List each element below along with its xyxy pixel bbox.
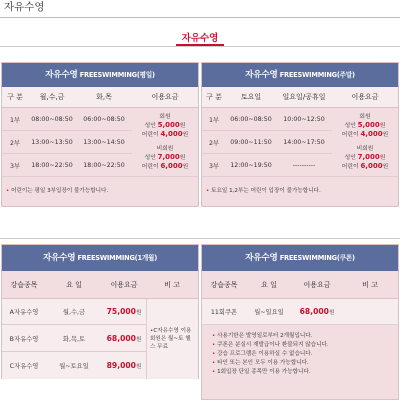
note-text: 토요일 1,2부는 어린이 입장이 불가능합니다. [211, 188, 321, 194]
fee-unit: 원 [179, 155, 186, 161]
fee-value: 6,000 [360, 162, 383, 170]
fee-cell [132, 108, 198, 176]
fee-value: 4,000 [160, 130, 183, 138]
fee-sub-label: 어린이 [341, 164, 359, 170]
table-row [2, 352, 146, 379]
divider [0, 46, 400, 47]
part-cell: 3부 [9, 163, 21, 170]
weekday-table-header [2, 87, 198, 108]
price-unit: 원 [135, 336, 142, 343]
course-cell: B자유수영 [9, 335, 39, 343]
day-cell: 월~토요일 [59, 363, 89, 370]
price-unit: 원 [135, 364, 142, 370]
note-text: 강습 프로그램은 이용하실 수 없습니다. [217, 351, 313, 357]
coupon-panel-header [202, 245, 398, 271]
note-text: 어린이는 평일 3부입장이 불가능합니다. [11, 188, 109, 194]
weekend-table-header [202, 87, 398, 108]
weekend-panel [201, 62, 399, 207]
col-header: 요 일 [261, 280, 277, 289]
price-value: 89,000 [106, 361, 136, 370]
time-cell: 18:00~22:50 [83, 162, 125, 169]
time-cell: 12:00~19:50 [230, 162, 272, 169]
time-cell: ---------- [292, 162, 316, 169]
weekday-header-sub: FREESWIMMING(평일) [77, 71, 155, 79]
price-unit: 원 [135, 310, 142, 316]
course-cell: C자유수영 [9, 363, 39, 370]
col-header: 구 분 [206, 93, 222, 101]
table-row [202, 131, 332, 154]
col-header: 월,수,금 [39, 93, 65, 101]
col-header: 강습종목 [210, 280, 238, 289]
time-cell: 06:00~08:50 [83, 115, 125, 123]
divider [0, 17, 400, 18]
fee-unit: 원 [182, 164, 189, 170]
price-value: 75,000 [106, 307, 136, 316]
fee-sub-label: 성인 [344, 123, 356, 129]
table-row [202, 154, 332, 177]
note-text: 타인 또는 본인 모두 이용 가능합니다. [217, 360, 309, 366]
course-cell: 11회쿠폰 [210, 309, 238, 316]
coupon-header-sub: FREESWIMMING(쿠폰) [277, 254, 355, 262]
fee-label: 비회원 [356, 146, 374, 152]
part-cell: 2부 [208, 139, 220, 147]
price-unit: 원 [328, 310, 335, 316]
fee-value: 7,000 [357, 153, 380, 161]
fee-value: 5,000 [157, 121, 180, 129]
note-text: 1회입장 단일 종목만 이용 가능합니다. [217, 369, 311, 375]
day-cell: 화,목,토 [62, 335, 86, 343]
list-item: • 타인 또는 본인 모두 이용 가능합니다. [212, 360, 309, 366]
fee-unit: 원 [379, 123, 386, 129]
fee-value: 5,000 [357, 121, 380, 129]
part-cell: 2부 [9, 139, 21, 147]
course-cell: A자유수영 [9, 309, 39, 316]
fee-unit: 원 [382, 164, 389, 170]
fee-value: 6,000 [160, 162, 183, 170]
page-title: 자유수영 [4, 1, 45, 13]
list-item: • 사용기한은 발영일로부터 2개월입니다. [212, 333, 313, 339]
col-header: 이용요금 [110, 280, 138, 289]
fee-value: 4,000 [360, 130, 383, 138]
member-fee [132, 113, 198, 139]
weekday-panel-header [2, 63, 198, 87]
list-item: • 1회입장 단일 종목만 이용 가능합니다. [212, 369, 311, 375]
fee-sub-label: 성인 [344, 155, 356, 161]
part-cell: 1부 [9, 116, 21, 124]
remark-cell: •C자유수영 이용 회원은 월~토 헬스 무료 [146, 299, 198, 379]
list-item: • 쿠폰은 분실시 재발급이나 환불되지 않습니다. [212, 342, 329, 348]
member-fee [332, 113, 398, 139]
col-header: 이용요금 [303, 280, 331, 289]
fee-sub-label: 성인 [144, 123, 156, 129]
table-row [2, 154, 132, 177]
monthly-header-sub: FREESWIMMING(1개월) [75, 254, 158, 262]
table-row [2, 108, 132, 131]
fee-sub-label: 어린이 [341, 132, 359, 138]
fee-sub-label: 어린이 [141, 132, 159, 138]
note-text: 사용기한은 발영일로부터 2개월입니다. [217, 333, 313, 339]
fee-sub-label: 성인 [144, 155, 156, 161]
monthly-panel [1, 244, 199, 379]
fee-label: 회원 [159, 114, 171, 120]
table-row [2, 131, 132, 154]
coupon-notes [202, 325, 398, 399]
price-value: 68,000 [106, 333, 136, 343]
time-cell: 13:00~14:50 [83, 138, 125, 146]
fee-label: 비회원 [156, 146, 174, 152]
weekend-header-sub: FREESWIMMING(주말) [277, 71, 355, 79]
fee-label: 회원 [359, 114, 371, 120]
weekend-note: • 토요일 1,2부는 어린이 입장이 불가능합니다. [202, 177, 398, 206]
section-subtitle: 자유수영 [181, 33, 219, 44]
price-value: 68,000 [299, 307, 329, 316]
part-cell: 3부 [208, 163, 220, 170]
note-text: 쿠폰은 분실시 재발급이나 환불되지 않습니다. [217, 342, 329, 348]
divider [0, 238, 400, 239]
time-cell: 09:00~11:50 [230, 138, 272, 146]
time-cell: 06:00~08:50 [230, 115, 272, 123]
fee-unit: 원 [382, 132, 389, 138]
nonmember-fee [332, 145, 398, 171]
time-cell: 13:00~13:50 [31, 138, 73, 146]
list-item: • 강습 프로그램은 이용하실 수 없습니다. [212, 351, 313, 357]
col-header: 강습종목 [10, 280, 38, 289]
time-cell: 14:00~17:50 [283, 138, 325, 146]
col-header: 구 분 [7, 93, 23, 101]
monthly-panel-header [2, 245, 198, 271]
table-row [2, 325, 146, 352]
fee-unit: 원 [179, 123, 186, 129]
day-cell: 월~일요일 [254, 309, 284, 316]
monthly-table-header [2, 271, 198, 299]
col-header: 이용요금 [351, 93, 379, 101]
weekday-header-title: 자유수영 [45, 70, 78, 80]
fee-value: 7,000 [157, 153, 180, 161]
table-row [2, 299, 146, 325]
col-header: 비 고 [164, 280, 180, 289]
fee-unit: 원 [182, 132, 189, 138]
part-cell: 1부 [208, 116, 220, 124]
weekday-panel [1, 62, 199, 207]
monthly-header-title: 자유수영 [42, 253, 76, 263]
weekend-header-title: 자유수영 [245, 70, 278, 80]
fee-sub-label: 어린이 [141, 164, 159, 170]
col-header: 요 일 [66, 280, 82, 289]
col-header: 일요일/공휴일 [282, 93, 326, 101]
col-header: 이용요금 [151, 93, 179, 101]
weekday-note: • 어린이는 평일 3부입장이 불가능합니다. [2, 177, 198, 206]
table-row [202, 108, 332, 131]
remark-cell [342, 299, 398, 324]
day-cell: 월,수,금 [62, 309, 86, 316]
col-header: 토요일 [240, 93, 262, 101]
time-cell: 18:00~22:50 [31, 162, 73, 169]
col-header: 비 고 [362, 280, 378, 289]
coupon-table-header [202, 271, 398, 299]
remark-text: C자유수영 이용 회원은 월~토 헬스 무료 [150, 328, 192, 350]
time-cell: 08:00~08:50 [31, 115, 73, 123]
weekend-panel-header [202, 63, 398, 87]
coupon-panel [201, 244, 399, 400]
nonmember-fee [132, 145, 198, 171]
fee-unit: 원 [379, 155, 386, 161]
time-cell: 10:00~12:50 [283, 115, 325, 123]
fee-cell [332, 108, 398, 176]
coupon-header-title: 자유수영 [245, 253, 278, 263]
table-row [202, 299, 398, 325]
col-header: 화,목 [96, 93, 112, 101]
